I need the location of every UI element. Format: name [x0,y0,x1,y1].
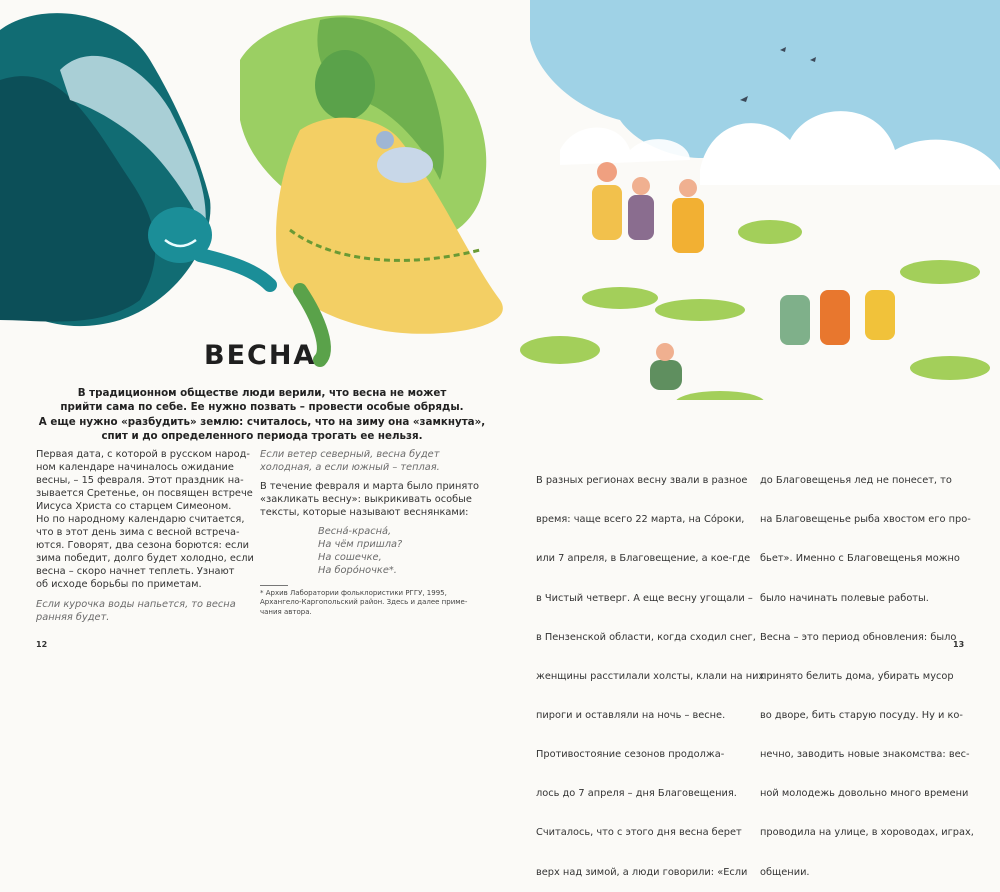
text-line: ной молодежь довольно много времени [760,788,969,800]
saying-line: Если ветер северный, весна будет [260,449,440,460]
illustration [0,0,1000,400]
text-line: В течение февраля и марта было принято [260,481,480,493]
text-line: ются. Говорят, два сезона борются: если [36,540,249,552]
text-line: во дворе, бить старую посуду. Ну и ко- [760,709,963,721]
footnote-rule [260,585,288,586]
page-number-right: 13 [953,640,965,649]
text-line: в Пензенской области, когда сходил снег, [536,631,756,643]
intro-line: спит и до определенного периода трогать ее нельзя. [101,429,423,442]
intro-line: А еще нужно «разбудить» землю: считалось, что на зиму она «замкнута», [38,415,486,428]
text-line: бьет». Именно с Благовещенья можно [760,553,960,565]
text-line: весны, – 15 февраля. Этот праздник на- [36,475,244,487]
text-line: Но по народному календарю считается, [36,514,245,526]
intro-line: В традиционном обществе люди верили, что весна не может [77,387,447,399]
saying-line: ранняя будет. [36,611,110,623]
sky-clouds [530,0,1000,185]
poem-line: На чём пришла? [318,539,403,551]
text-line: или 7 апреля, в Благовещение, а кое-где [536,553,751,565]
poem [260,525,470,577]
text-line: зывается Сретенье, он посвящен встрече [36,488,253,500]
text-line: ном календаре начиналось ожидание [36,462,234,474]
footnote-line: чания автора. [260,607,312,616]
text-line: Первая дата, с которой в русском народ- [36,449,250,460]
spring-maiden [240,15,503,360]
text-line: Весна – это период обновления: было [760,631,957,643]
text-line: нечно, заводить новые знакомства: вес- [760,749,970,761]
footnote-line: Архангело-Каргопольский район. Здесь и далее приме- [260,598,468,607]
text-line: Иисуса Христа со старцем Симеоном. [36,501,232,513]
text-line: общении. [760,866,810,878]
text-line: на Благовещенье рыба хвостом его про- [760,514,971,526]
text-line: верх над зимой, а люди говорили: «Если [536,866,748,878]
saying-line: Если курочка воды напьется, то весна [36,598,236,610]
text-line: лось до 7 апреля – дня Благовещения. [536,788,737,800]
text-line: тексты, которые называют веснянками: [260,507,469,519]
poem-line: Весна́-красна́, [318,526,392,538]
text-line: В разных регионах весну звали в разное [536,475,748,487]
text-column-1 [36,448,254,624]
text-line: принято белить дома, убирать мусор [760,670,954,682]
page-title: ВЕСНА [204,340,317,371]
text-line: весна – скоро начнет теплеть. Узнают [36,566,235,578]
text-line: женщины расстилали холсты, клали на них [536,670,765,682]
text-line: об исходе борьбы по приметам. [36,579,202,591]
footnote-line: * Архив Лаборатории фольклористики РГГУ, 1995, [260,589,447,597]
text-column-4 [760,448,975,892]
meadow-patches [520,220,990,400]
saying-line: холодная, а если южный – теплая. [260,462,440,474]
winter-spirit [0,13,270,326]
footnote [260,585,510,617]
text-line: в Чистый четверг. А еще весну угощали – [536,592,753,604]
poem-line: На сошечке, [318,552,382,564]
text-line: зима победит, долго будет холодно, если [36,553,254,565]
poem-line: На боро́ночке*. [318,565,397,577]
text-line: что в этот день зима с весной встреча- [36,527,240,539]
text-line: проводила на улице, в хороводах, играх, [760,827,974,839]
text-line: пироги и оставляли на ночь – весне. [536,709,726,721]
text-column-2 [260,448,480,577]
text-line: Считалось, что с этого дня весна берет [536,827,742,839]
page-number-left: 12 [36,640,48,649]
text-line: время: чаще всего 22 марта, на Со́роки, [536,514,745,526]
text-line: «закликать весну»: выкрикивать особые [260,494,472,506]
text-line: Противостояние сезонов продолжа- [536,749,725,761]
intro-line: прийти сама по себе. Ее нужно позвать – провести особые обряды. [60,401,464,414]
children-group [592,162,895,390]
intro-paragraph [12,386,512,443]
text-line: до Благовещенья лед не понесет, то [760,475,952,487]
text-column-3 [536,448,765,892]
text-line: было начинать полевые работы. [760,592,929,604]
